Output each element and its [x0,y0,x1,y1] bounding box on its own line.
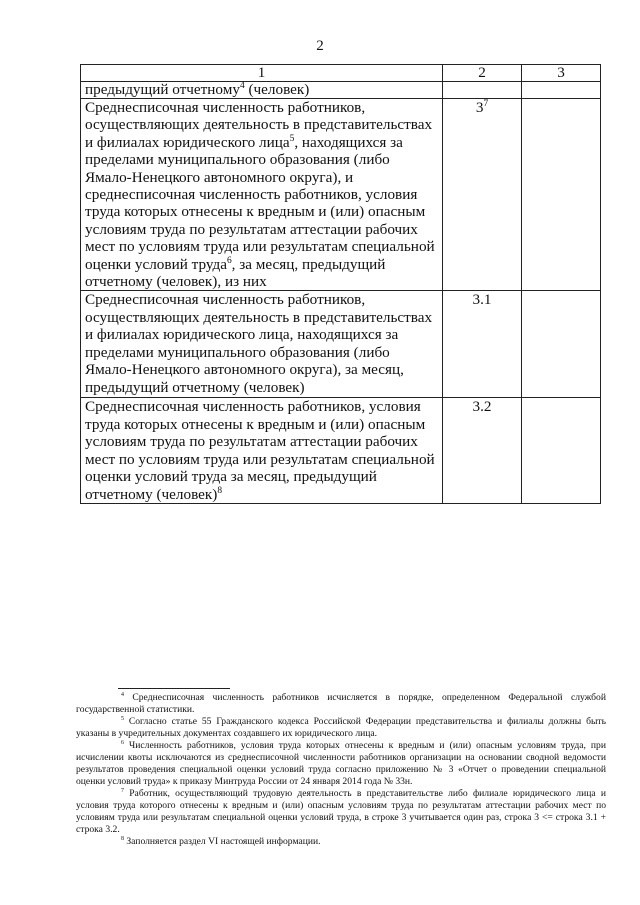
page-number: 2 [316,38,324,54]
header-col-3: 3 [522,65,601,82]
row-3-value-cell[interactable] [522,99,601,291]
continuation-label: предыдущий отчетному$^4$ (человек) [81,82,443,99]
table-row-3 [81,99,601,291]
footnote-5: $^5$ Согласно статье 55 Гражданского кодекса Российской Федерации представительства и филиалы должны быть указаны в учредительных документах создавшего их юридического лица. [76,715,606,739]
table-header-row [81,65,601,82]
footnotes [76,692,606,848]
footnote-6: $^6$ Численность работников, условия труда которых отнесены к вредным и (или) опасным условиям труда, при исчислении квоты исключаются из среднесписочной численности работников организации на основании сводной ведомости результатов проведения специальной оценки условий труда согласно приложению № 3 «Отчет о проведении специальной оценки условий труда» к приказу Минтруда России от 24 января 2014 года № 33н. [76,739,606,787]
continuation-code [443,82,522,99]
footnote-4: $^4$ Среднесписочная численность работников исчисляется в порядке, определенном Федеральной службой государственной статистики. [76,691,606,715]
header-col-1: 1 [81,65,443,82]
table-row-3-2 [81,398,601,503]
row-3-2-value-cell[interactable] [522,398,601,503]
row-3-1-label: Среднесписочная численность работников, осуществляющих деятельность в представительствах и филиалах юридического лица, находящихся за пределами муниципального образования (либо Ямало-Ненецкого автономного округа), за месяц, предыдущий отчетному (человек) [81,291,443,398]
row-3-label: Среднесписочная численность работников, осуществляющих деятельность в представительствах и филиалах юридического лица$^5$, находящихся за пределами муниципального образования (либо Ямало-Ненецкого автономного округа), и среднесписочная численность работников, условия труда которых отнесены к вредным и (или) опасным условиям труда по результатам аттестации рабочих мест по условиям труда или результатам специальной оценки условий труда$^6$, за месяц, предыдущий отчетному (человек), из них [81,99,443,291]
table-row-continuation [81,82,601,99]
row-3-1-value-cell[interactable] [522,291,601,398]
footnote-separator [118,688,230,689]
header-col-2: 2 [443,65,522,82]
footnote-8: $^8$ Заполняется раздел VI настоящей информации. [121,835,321,847]
form-table [80,64,601,504]
continuation-value [522,82,601,99]
row-3-code: $3^7$ [443,99,522,291]
footnote-7: $^7$ Работник, осуществляющий трудовую деятельность в представительстве либо филиале юридического лица и условия труда которого отнесены к вредным и (или) опасным условиям труда по результатам аттестации рабочих мест по условиям труда или результатам специальной оценки условий труда, в строке 3 учитывается один раз, строка 3 <= строка 3.1 + строка 3.2. [76,787,606,835]
table-row-3-1 [81,291,601,398]
row-3-1-code: 3.1 [443,291,522,398]
row-3-2-code: 3.2 [443,398,522,503]
row-3-2-label: Среднесписочная численность работников, условия труда которых отнесены к вредным и (или) опасным условиям труда по результатам аттестации рабочих мест по условиям труда или результатам специальной оценки условий труда за месяц, предыдущий отчетному (человек)$^8$ [81,398,443,503]
